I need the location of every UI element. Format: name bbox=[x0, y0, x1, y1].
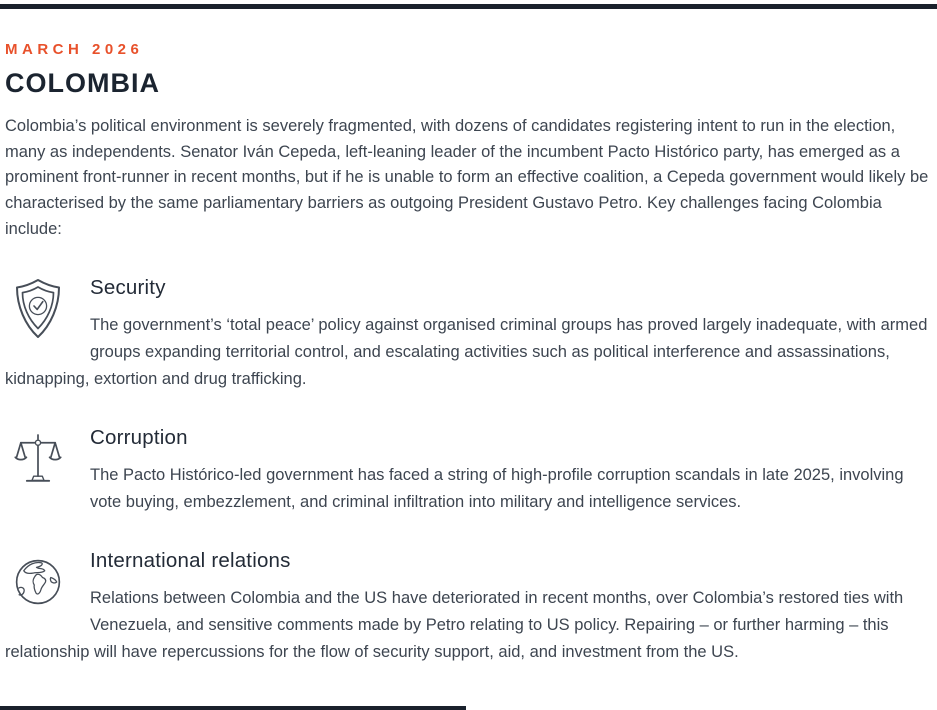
page-title: COLOMBIA bbox=[5, 68, 160, 98]
section-body-corruption: The Pacto Histórico-led government has faced a string of high-profile corruption scandals in late 2025, involving vote buying, embezzlement, and criminal infiltration into military and intelligence services. bbox=[90, 465, 904, 511]
section-title-international: International relations bbox=[90, 548, 291, 572]
globe-icon bbox=[14, 550, 62, 618]
top-rule bbox=[0, 4, 937, 9]
scales-icon bbox=[14, 427, 62, 495]
section-title-corruption: Corruption bbox=[90, 425, 188, 449]
page-content bbox=[0, 40, 937, 666]
section-title-security: Security bbox=[90, 275, 166, 299]
section-body-international: Relations between Colombia and the US have deteriorated in recent months, over Colombia’s restored ties with Venezuela, and sensitive comments made by Petro relating to US policy. Repairing – or further harming – this relationship will have repercussions for the flow of security support, aid, and investment from the US. bbox=[5, 588, 904, 661]
section-body-security: The government’s ‘total peace’ policy against organised criminal groups has proved largely inadequate, with armed groups expanding territorial control, and escalating activities such as political interference and assassinations, kidnapping, extortion and drug trafficking. bbox=[5, 315, 928, 388]
shield-check-icon bbox=[14, 277, 62, 345]
section-corruption bbox=[5, 424, 932, 516]
bottom-rule bbox=[0, 706, 466, 710]
date-kicker: MARCH 2026 bbox=[5, 41, 144, 58]
section-security bbox=[5, 274, 932, 393]
section-international-relations bbox=[5, 547, 932, 666]
intro-paragraph: Colombia’s political environment is severely fragmented, with dozens of candidates registering intent to run in the election, many as independents. Senator Iván Cepeda, left-leaning leader of the incumbent Pacto Histórico party, has emerged as a prominent front-runner in recent months, but if he is unable to form an effective coalition, a Cepeda government would likely be characterised by the same parliamentary barriers as outgoing President Gustavo Petro. Key challenges facing Colombia include: bbox=[5, 117, 929, 238]
